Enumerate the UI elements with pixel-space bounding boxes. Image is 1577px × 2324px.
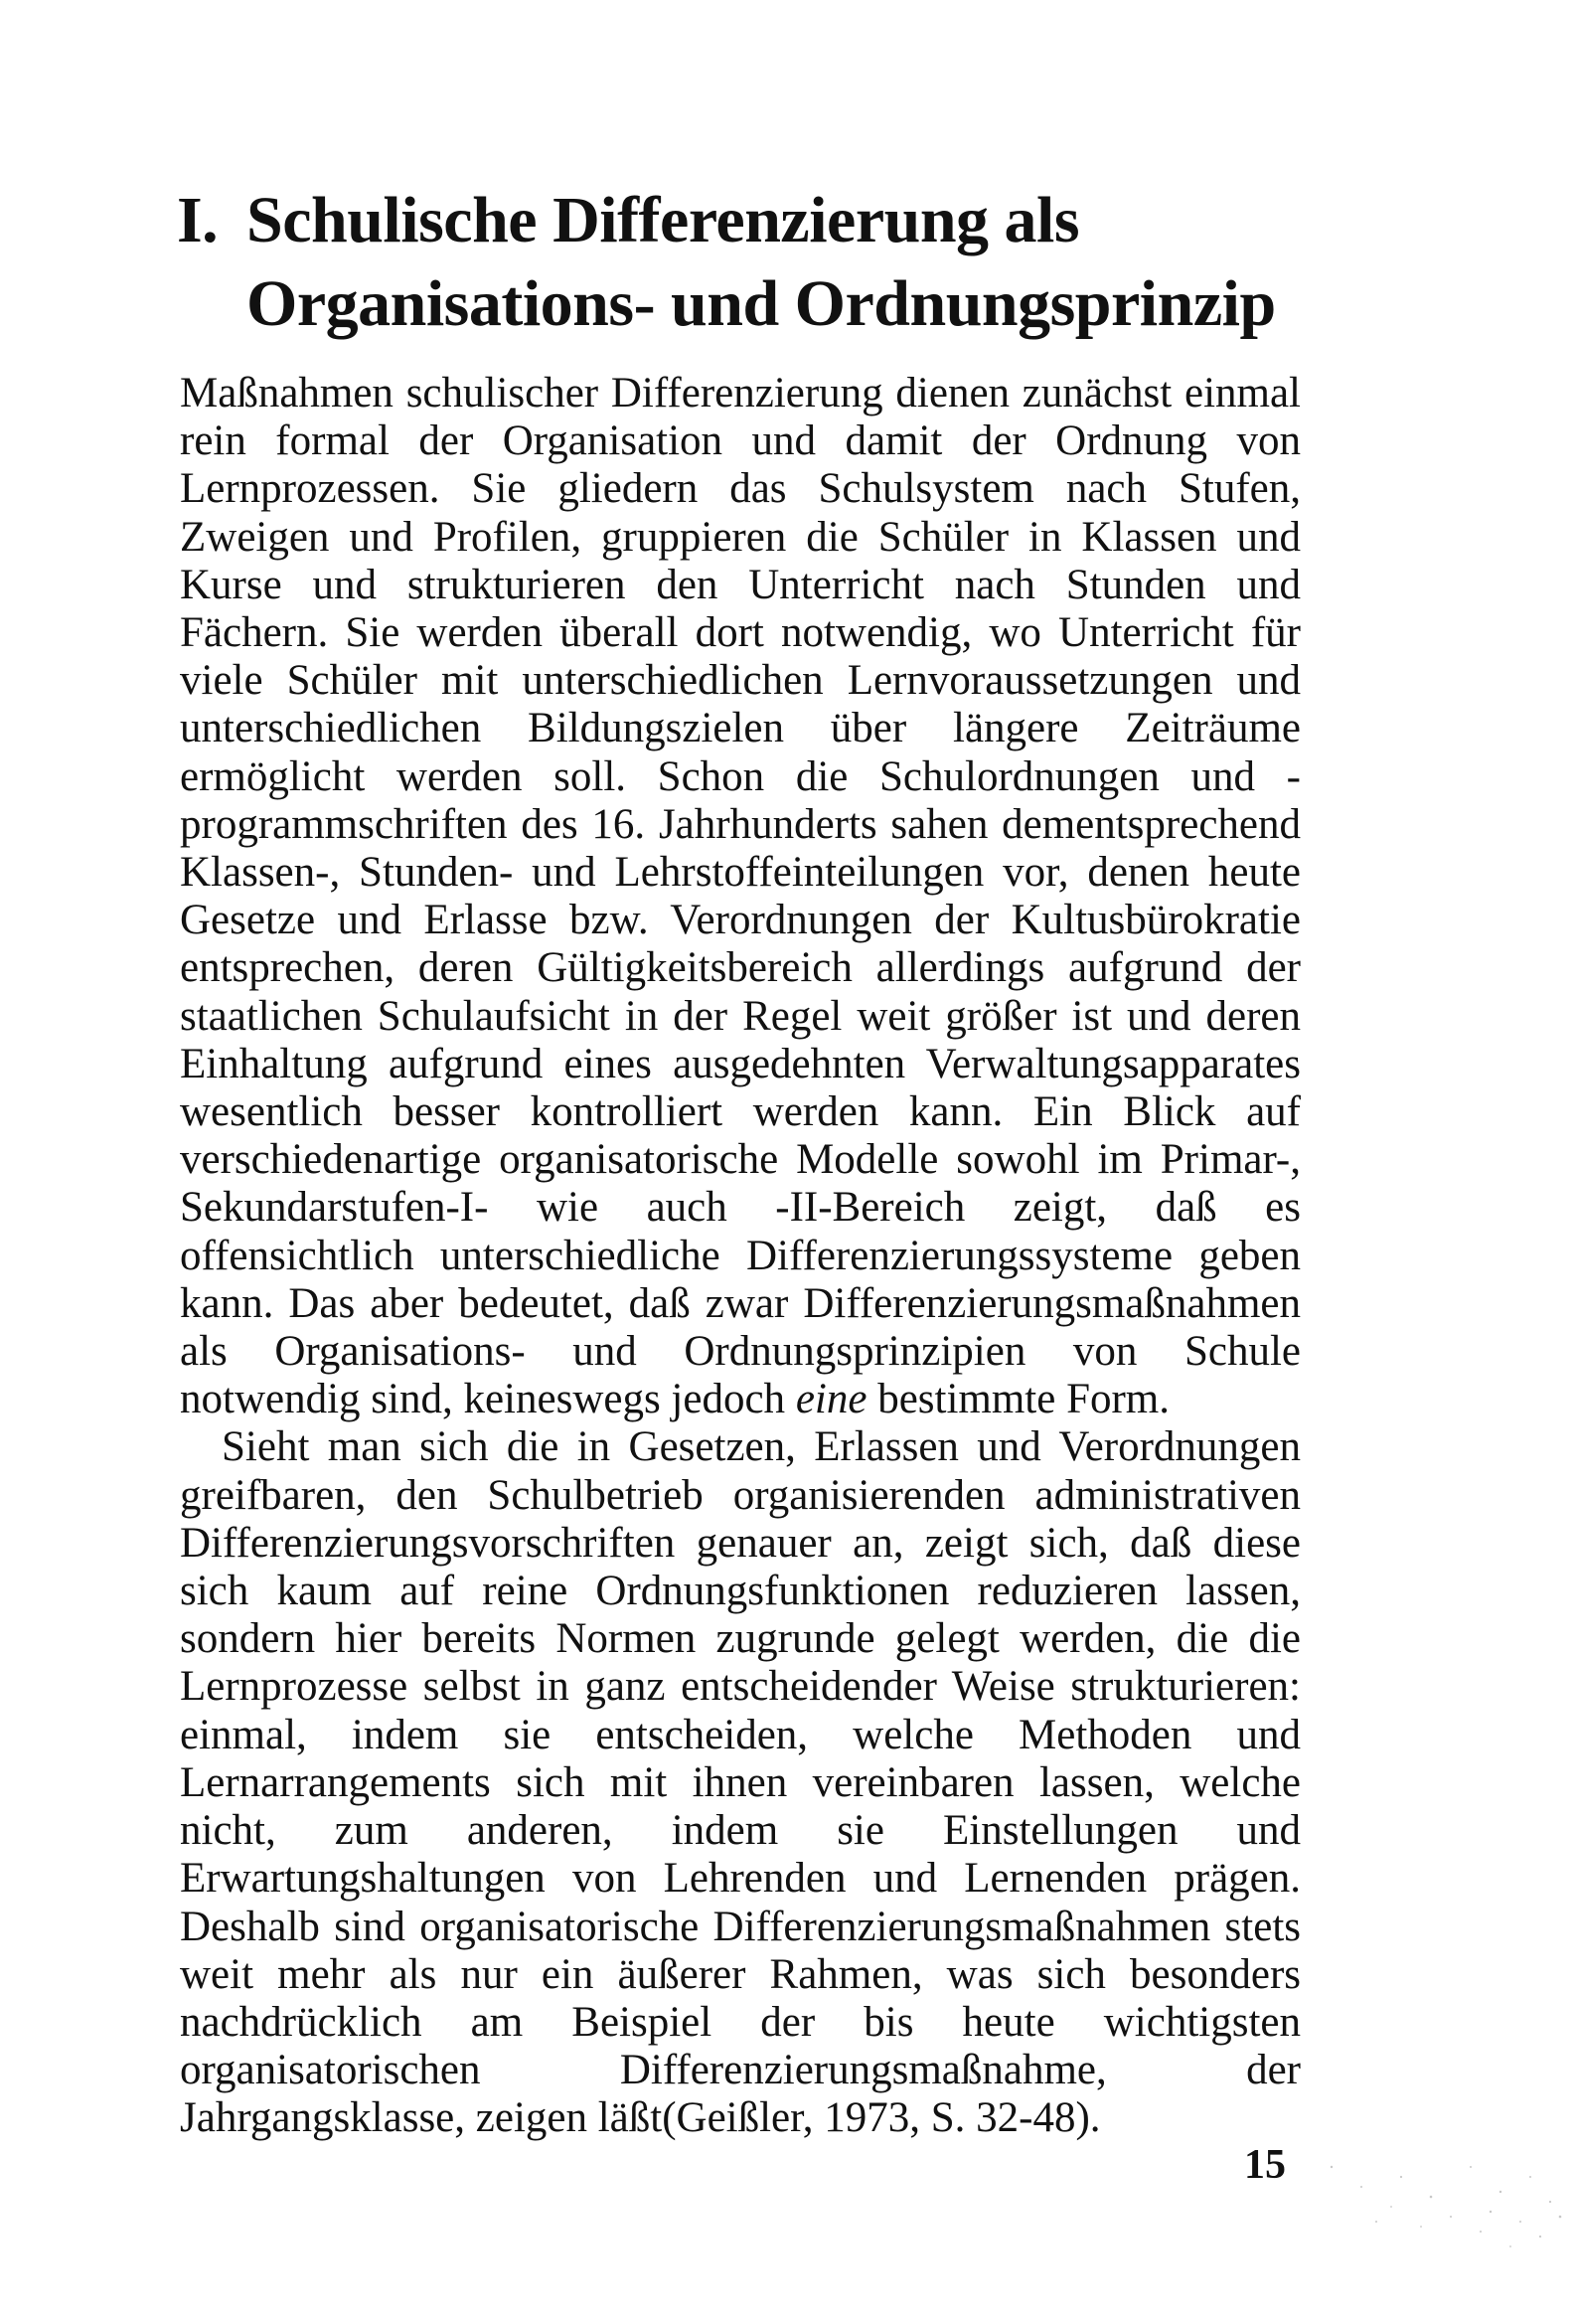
scan-noise [1292,2107,1577,2324]
chapter-heading [177,179,1320,346]
paragraph-2: Sieht man sich die in Gesetzen, Erlassen und Verordnungen greifbaren, den Schulbetrieb organisierenden administrativen Differenzierungsvorschriften genauer an, zeigt sich, daß diese sich kaum auf reine Ordnungsfunktionen reduzieren lassen, sondern hier bereits Normen zugrunde gelegt werden, die die Lernprozesse selbst in ganz entscheidender Weise strukturieren: einmal, indem sie entscheiden, welche Methoden und Lernarrangements sich mit ihnen vereinbaren lassen, welche nicht, zum anderen, indem sie Einstellungen und Erwartungshaltungen von Lehrenden und Lernenden prägen. Deshalb sind organisatorische Differenzierungsmaßnahmen stets weit mehr als nur ein äußerer Rahmen, was sich besonders nachdrücklich am Beispiel der bis heute wichtigsten organisatorischen Differenzierungsmaßnahme, der Jahrgangsklasse, zeigen läßt(Geißler, 1973, S. 32-48). [180,1423,1301,2142]
paragraph-1-text: Maßnahmen schulischer Differenzierung dienen zunächst einmal rein formal der Organisation und damit der Ordnung von Lernprozessen. Sie gliedern das Schulsystem nach Stufen, Zweigen und Profilen, gruppieren die Schüler in Klassen und Kurse und strukturieren den Unterricht nach Stunden und Fächern. Sie werden überall dort notwendig, wo Unterricht für viele Schüler mit unterschiedlichen Lernvoraussetzungen und unterschiedlichen Bildungszielen über längere Zeiträume ermöglicht werden soll. Schon die Schulordnungen und -programmschriften des 16. Jahrhunderts sahen dementsprechend Klassen-, Stunden- und Lehrstoffeinteilungen vor, denen heute Gesetze und Erlasse bzw. Verordnungen der Kultusbürokratie entsprechen, deren Gültigkeitsbereich allerdings aufgrund der staatlichen Schulaufsicht in der Regel weit größer ist und deren Einhaltung aufgrund eines ausgedehnten Verwaltungsapparates wesentlich besser kontrolliert werden kann. Ein Blick auf verschiedenartige organisatorische Modelle sowohl im Primar-, Sekundarstufen-I- wie auch -II-Bereich zeigt, daß es offensichtlich unterschiedliche Differenzierungssysteme geben kann. Das aber bedeutet, daß zwar Differenzierungsmaßnahmen als Organisations- und Ordnungsprinzipien von Schule notwendig sind, keineswegs jedoch [180,370,1301,1423]
chapter-title-line-1: Schulische Differenzierung als [246,184,1080,256]
paragraph-1-end: bestimmte Form. [867,1376,1171,1423]
page-number: 15 [1244,2142,1286,2188]
chapter-number: I. [177,184,219,256]
paragraph-1-emphasis: eine [795,1376,867,1423]
body-text [180,370,1301,2143]
paragraph-1 [180,370,1301,1423]
chapter-title-line-2: Organisations- und Ordnungsprinzip [246,267,1276,340]
